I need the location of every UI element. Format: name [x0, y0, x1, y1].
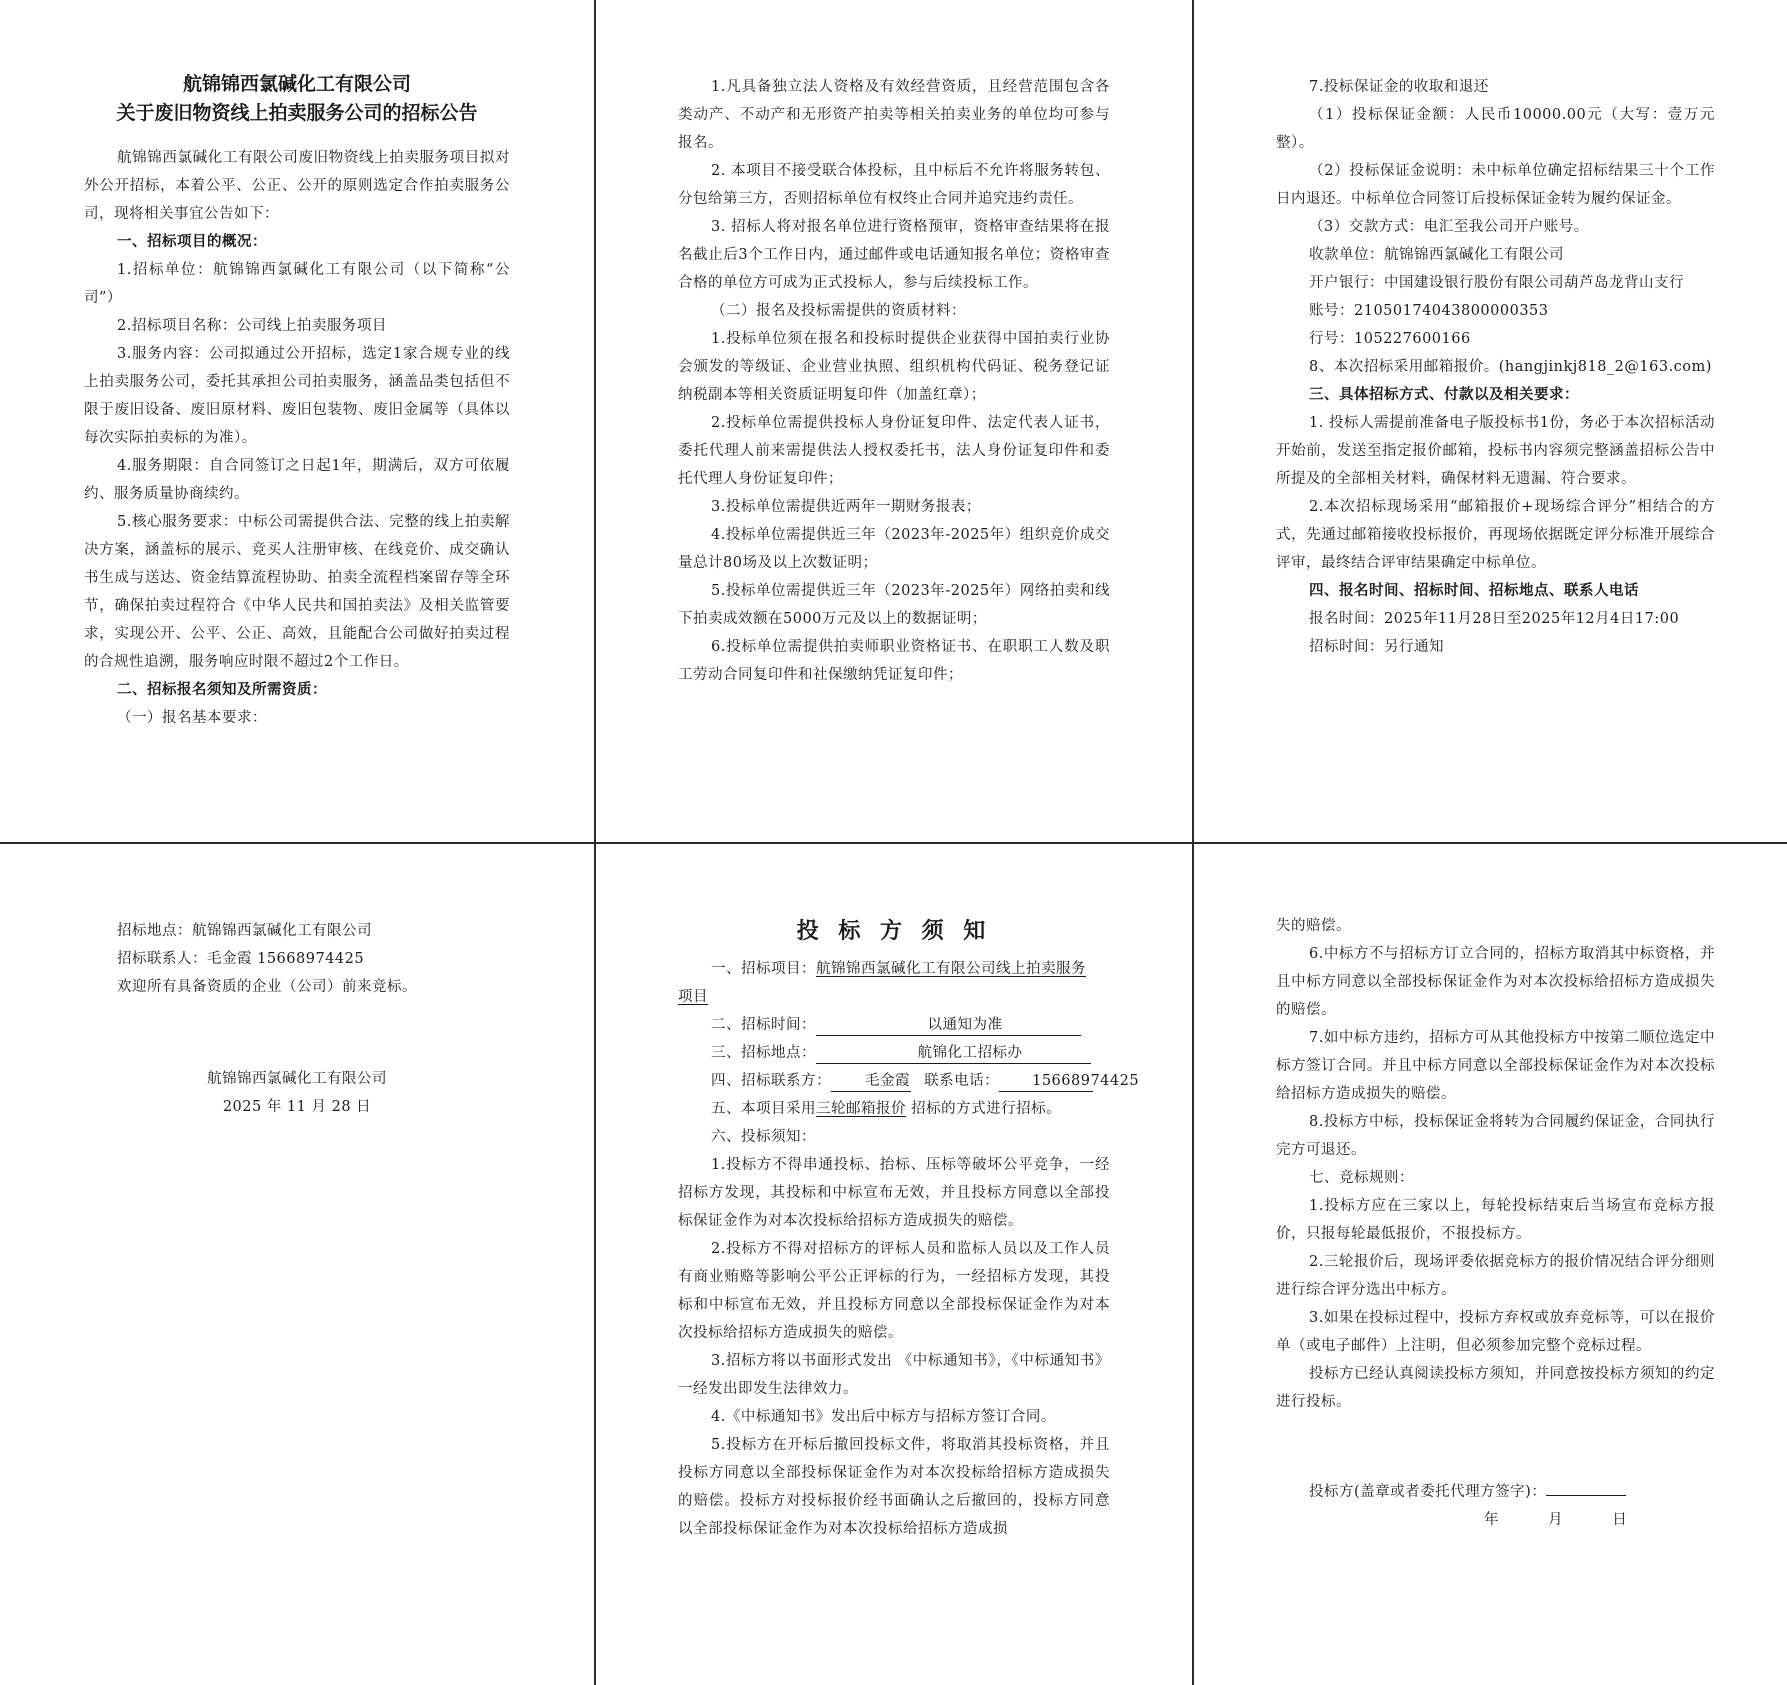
notice-clause: 投标方已经认真阅读投标方须知，并同意按投标方须知的约定进行投标。	[1276, 1366, 1715, 1410]
notice-clause: 3.招标方将以书面形式发出 《中标通知书》，《中标通知书》一经发出即发生法律效力。	[678, 1353, 1110, 1397]
paragraph: 账号：21050174043800000353	[1309, 303, 1549, 319]
bidder-signature-label: 投标方(盖章或者委托代理方签字)：	[1309, 1484, 1547, 1500]
paragraph: 开户银行：中国建设银行股份有限公司葫芦岛龙背山支行	[1309, 275, 1684, 291]
page-2	[596, 0, 1192, 842]
item-project	[678, 955, 1110, 983]
notice-title: 投 标 方 须 知	[796, 918, 992, 944]
item-method-prefix: 五、本项目采用	[711, 1101, 816, 1117]
paragraph: 5.投标单位需提供近三年（2023年-2025年）网络拍卖和线下拍卖成效额在5000万元及以上的数据证明；	[678, 583, 1110, 627]
page-4-body	[84, 917, 510, 1001]
contact-line: 欢迎所有具备资质的企业（公司）前来竞标。	[117, 979, 417, 995]
notice-clause: 7.如中标方违约，招标方可从其他投标方中按第二顺位选定中标方签订合同。并且中标方同意以全部投标保证金作为对本次投标给招标方造成损失的赔偿。	[1276, 1030, 1715, 1102]
item-method-value: 三轮邮箱报价	[816, 1101, 906, 1117]
item-contact-label: 四、招标联系方：	[711, 1073, 831, 1089]
notice-clause: 6.中标方不与招标方订立合同的，招标方取消其中标资格，并且中标方同意以全部投标保证金作为对本次投标给招标方造成损失的赔偿。	[1276, 946, 1715, 1018]
item-contact-name: 毛金霞	[831, 1071, 911, 1092]
paragraph: 4.投标单位需提供近三年（2023年-2025年）组织竞价成交量总计80场及以上次数证明；	[678, 527, 1110, 571]
notice-clause: 2.三轮报价后，现场评委依据竞标方的报价情况结合评分细则进行综合评分选出中标方。	[1276, 1254, 1715, 1298]
page-6-body	[1276, 912, 1715, 1416]
date-year: 年	[1484, 1512, 1499, 1528]
page-6-signature	[1276, 1478, 1715, 1534]
item-method	[678, 1095, 1110, 1123]
paragraph: 2.本次招标现场采用“邮箱报价+现场综合评分”相结合的方式，先通过邮箱接收投标报价，再现场依据既定评分标准开展综合评审，最终结合评审结果确定中标单位。	[1276, 499, 1715, 571]
paragraph: 3. 招标人将对报名单位进行资格预审，资格审查结果将在报名截止后3个工作日内，通过邮件或电话通知报名单位；资格审查合格的单位方可成为正式投标人，参与后续投标工作。	[678, 219, 1110, 291]
bidder-signature-line	[1276, 1478, 1715, 1506]
date-day: 日	[1612, 1512, 1628, 1528]
page-1-body	[84, 144, 510, 732]
page-4	[0, 844, 594, 1685]
signature-date: 2025 年 11 月 28 日	[222, 1099, 372, 1115]
paragraph: 3.投标单位需提供近两年一期财务报表；	[711, 499, 981, 515]
item-time	[678, 1011, 1110, 1039]
item-method-suffix: 招标的方式进行招标。	[911, 1101, 1062, 1117]
paragraph: 行号：105227600166	[1309, 331, 1471, 347]
paragraph: （一）报名基本要求：	[117, 710, 267, 726]
paragraph: 2. 本项目不接受联合体投标，且中标后不允许将服务转包、分包给第三方，否则招标单位有权终止合同并追究违约责任。	[678, 163, 1110, 207]
item-project-value: 航锦锦西氯碱化工有限公司线上拍卖服务	[816, 961, 1086, 977]
paragraph: 4.服务期限：自合同签订之日起1年，期满后，双方可依履约、服务质量协商续约。	[84, 458, 510, 502]
paragraph: 7.投标保证金的收取和退还	[1309, 79, 1489, 95]
section-heading: 三、具体招标方式、付款以及相关要求：	[1309, 386, 1579, 403]
paragraph: 1.凡具备独立法人资格及有效经营资质，且经营范围包含各类动产、不动产和无形资产拍卖等相关拍卖业务的单位均可参与报名。	[678, 79, 1110, 151]
item-phone-label: 联系电话：	[924, 1073, 1000, 1089]
paragraph: 2.投标单位需提供投标人身份证复印件、法定代表人证书，委托代理人前来需提供法人授权委托书，法人身份证复印件和委托代理人身份证复印件；	[678, 415, 1110, 487]
paragraph: （1）投标保证金额：人民币10000.00元（大写：壹万元整）。	[1276, 107, 1715, 151]
item-notice-heading: 六、投标须知：	[711, 1129, 816, 1145]
contact-line: 招标地点：航锦锦西氯碱化工有限公司	[117, 923, 372, 939]
paragraph: 6.投标单位需提供拍卖师职业资格证书、在职职工人数及职工劳动合同复印件和社保缴纳凭证复印件；	[678, 639, 1110, 683]
item-place	[678, 1039, 1110, 1067]
page-1	[0, 0, 594, 842]
bidder-signature-date	[1276, 1506, 1715, 1534]
item-phone-value: 15668974425	[999, 1071, 1093, 1092]
page-5-body	[678, 1151, 1110, 1543]
paragraph: 2.招标项目名称：公司线上拍卖服务项目	[117, 318, 387, 334]
document-title-line-1: 航锦锦西氯碱化工有限公司	[182, 73, 411, 95]
item-project-value-cont: 项目	[678, 989, 708, 1005]
page-4-signature	[84, 1065, 510, 1121]
paragraph: （3）交款方式：电汇至我公司开户账号。	[1309, 219, 1589, 235]
page-3	[1194, 0, 1787, 842]
notice-clause: 1.投标方应在三家以上，每轮投标结束后当场宣布竞标方报价，只报每轮最低报价，不报投标方。	[1276, 1198, 1715, 1242]
notice-clause: 8.投标方中标，投标保证金将转为合同履约保证金，合同执行完方可退还。	[1276, 1114, 1715, 1158]
paragraph: 3.服务内容：公司拟通过公开招标，选定1家合规专业的线上拍卖服务公司，委托其承担公司拍卖服务，涵盖品类包括但不限于废旧设备、废旧原材料、废旧包装物、废旧金属等（具体以每次实际拍卖标的为准）。	[84, 346, 510, 446]
paragraph: 8、本次招标采用邮箱报价。(hangjinkj818_2@163.com)	[1309, 359, 1712, 375]
item-project-cont	[678, 983, 1110, 1011]
paragraph: 报名时间：2025年11月28日至2025年12月4日17:00	[1309, 611, 1680, 627]
paragraph: 招标时间：另行通知	[1309, 639, 1444, 655]
section-heading: 二、招标报名须知及所需资质：	[117, 681, 327, 698]
paragraph: 航锦锦西氯碱化工有限公司废旧物资线上拍卖服务项目拟对外公开招标，本着公平、公正、公开的原则选定合作拍卖服务公司，现将相关事宜公告如下：	[84, 150, 510, 222]
notice-clause: 1.投标方不得串通投标、抬标、压标等破坏公平竞争，一经招标方发现，其投标和中标宣布无效，并且投标方同意以全部投标保证金作为对本次投标给招标方造成损失的赔偿。	[678, 1157, 1110, 1229]
notice-clause: 失的赔偿。	[1276, 918, 1351, 934]
item-project-label: 一、招标项目：	[711, 961, 816, 977]
document-title-line-2: 关于废旧物资线上拍卖服务公司的招标公告	[116, 102, 478, 124]
signature-company: 航锦锦西氯碱化工有限公司	[207, 1071, 387, 1087]
section-heading: 四、报名时间、招标时间、招标地点、联系人电话	[1309, 582, 1639, 599]
notice-clause: 2.投标方不得对招标方的评标人员和监标人员以及工作人员有商业贿赂等影响公平公正评标的行为，一经招标方发现，其投标和中标宣布无效，并且投标方同意以全部投标保证金作为对本次投标给招标方造成损失的赔偿。	[678, 1241, 1110, 1341]
paragraph: 1.投标单位须在报名和投标时提供企业获得中国拍卖行业协会颁发的等级证、企业营业执照、组织机构代码证、税务登记证纳税副本等相关资质证明复印件（加盖红章）；	[678, 331, 1110, 403]
notice-clause: 4.《中标通知书》发出后中标方与招标方签订合同。	[711, 1409, 1056, 1425]
page-5	[596, 844, 1192, 1685]
paragraph: 5.核心服务要求：中标公司需提供合法、完整的线上拍卖解决方案，涵盖标的展示、竞买人注册审核、在线竞价、成交确认书生成与送达、资金结算流程协助、拍卖全流程档案留存等全环节，确保拍卖过程符合《中华人民共和国拍卖法》及相关监管要求，实现公开、公平、公正、高效，且能配合公司做好拍卖过程的合规性追溯，服务响应时限不超过2个工作日。	[84, 514, 510, 670]
bidder-signature-blank[interactable]	[1546, 1495, 1626, 1496]
page-6	[1194, 844, 1787, 1685]
paragraph: （2）投标保证金说明：未中标单位确定招标结果三十个工作日内退还。中标单位合同签订后投标保证金转为履约保证金。	[1276, 163, 1715, 207]
item-contact	[678, 1067, 1140, 1095]
item-place-value: 航锦化工招标办	[816, 1043, 1091, 1064]
page-3-body	[1276, 73, 1715, 661]
notice-clause: 5.投标方在开标后撤回投标文件，将取消其投标资格，并且投标方同意以全部投标保证金作为对本次投标给招标方造成损失的赔偿。投标方对投标报价经书面确认之后撤回的，投标方同意以全部投标保证金作为对本次投标给招标方造成损	[678, 1437, 1110, 1537]
item-place-label: 三、招标地点：	[711, 1045, 816, 1061]
date-month: 月	[1548, 1512, 1564, 1528]
notice-clause: 七、竞标规则：	[1309, 1170, 1414, 1186]
paragraph: 收款单位：航锦锦西氯碱化工有限公司	[1309, 247, 1564, 263]
item-time-label: 二、招标时间：	[711, 1017, 816, 1033]
paragraph: （二）报名及投标需提供的资质材料：	[711, 303, 966, 319]
paragraph: 1.招标单位：航锦锦西氯碱化工有限公司（以下简称“公司”）	[84, 262, 510, 306]
contact-line: 招标联系人：毛金霞 15668974425	[117, 951, 365, 967]
item-time-value: 以通知为准	[816, 1015, 1081, 1036]
page-2-body	[678, 73, 1110, 689]
paragraph: 1. 投标人需提前准备电子版投标书1份，务必于本次招标活动开始前，发送至指定报价邮箱，投标书内容须完整涵盖招标公告中所提及的全部相关材料，确保材料无遗漏、符合要求。	[1276, 415, 1715, 487]
section-heading: 一、招标项目的概况：	[117, 233, 267, 250]
notice-clause: 3.如果在投标过程中，投标方弃权或放弃竞标等，可以在报价单（或电子邮件）上注明，但必须参加完整个竞标过程。	[1276, 1310, 1715, 1354]
